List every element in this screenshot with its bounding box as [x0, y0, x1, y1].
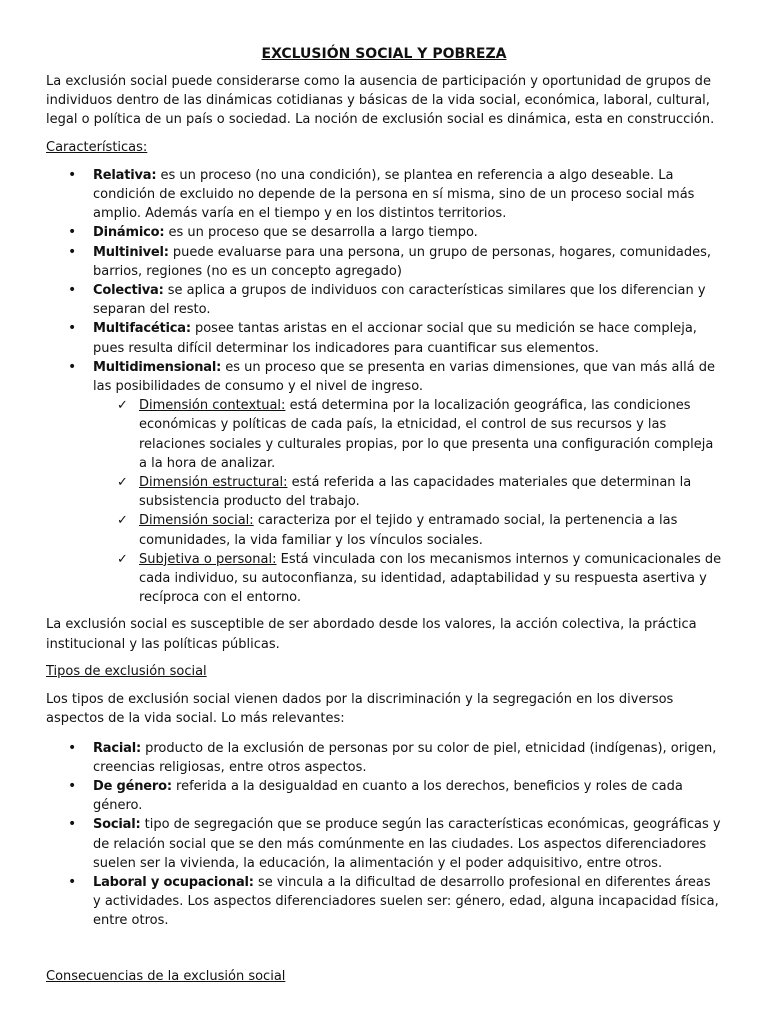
abordaje-paragraph: La exclusión social es susceptible de ser abordado desde los valores, la acción colectiva, la práctica institucional y las políticas públicas. — [46, 617, 697, 652]
term: Dimensión estructural: — [139, 475, 288, 491]
list-item — [46, 358, 722, 608]
term: Relativa: — [93, 167, 157, 183]
definition: está determina por la localización geográfica, las condiciones económicas y políticas de cada país, la etnicidad, el control de sus recursos y las relaciones sociales y culturales propias, por lo que presenta una configuración compleja a la hora de analizar. — [139, 398, 714, 471]
tipos-list — [46, 739, 722, 931]
tipos-heading: Tipos de exclusión social — [46, 663, 207, 679]
list-item — [93, 550, 722, 608]
term: Multinivel: — [93, 244, 169, 260]
intro-paragraph: La exclusión social puede considerarse como la ausencia de participación y oportunidad de grupos de individuos dentro de las dinámicas cotidianas y básicas de la vida social, económica, laboral, cultural, legal o política de un país o sociedad. La noción de exclusión social es dinámica, esta en construcción. — [46, 74, 715, 128]
list-item — [46, 243, 722, 281]
term: Colectiva: — [93, 283, 164, 299]
term: Subjetiva o personal: — [139, 551, 277, 567]
definition: es un proceso que se presenta en varias dimensiones, que van más allá de las posibilidades de consumo y el nivel de ingreso. — [93, 359, 716, 395]
term: Dimensión social: — [139, 513, 254, 529]
list-item — [46, 319, 722, 357]
list-item — [46, 223, 722, 242]
list-item — [46, 739, 722, 777]
checkmark-icon: ✓ — [117, 513, 128, 529]
term: Social: — [93, 817, 141, 833]
caracteristicas-heading: Características: — [46, 139, 148, 155]
term: Multifacética: — [93, 321, 191, 337]
list-item — [46, 281, 722, 319]
tipos-intro: Los tipos de exclusión social vienen dados por la discriminación y la segregación en los diversos aspectos de la vida social. Lo más relevantes: — [46, 692, 674, 727]
checkmark-icon: ✓ — [117, 551, 128, 567]
list-item — [46, 166, 722, 224]
definition: posee tantas aristas en el accionar social que su medición se hace compleja, pues resulta difícil determinar los indicadores para cuantificar sus elementos. — [93, 321, 697, 356]
checkmark-icon: ✓ — [117, 398, 128, 414]
definition: Está vinculada con los mecanismos internos y comunicacionales de cada individuo, su autoconfianza, su identidad, adaptabilidad y su respuesta asertiva y recíproca con el entorno. — [139, 551, 722, 606]
list-item — [93, 473, 722, 511]
term: De género: — [93, 778, 172, 794]
document-title: EXCLUSIÓN SOCIAL Y POBREZA — [261, 46, 507, 62]
term: Dimensión contextual: — [139, 398, 286, 414]
term: Multidimensional: — [93, 359, 222, 375]
list-item — [93, 511, 722, 549]
term: Dinámico: — [93, 225, 165, 241]
list-item — [46, 815, 722, 873]
list-item — [46, 873, 722, 931]
list-item — [46, 777, 722, 815]
checkmark-icon: ✓ — [117, 475, 128, 491]
definition: caracteriza por el tejido y entramado social, la pertenencia a las comunidades, la vida familiar y los vínculos sociales. — [139, 513, 678, 548]
term: Laboral y ocupacional: — [93, 874, 254, 890]
list-item — [93, 396, 722, 473]
definition: es un proceso (no una condición), se plantea en referencia a algo deseable. La condición de excluido no depende de la persona en sí misma, sino de un proceso social más amplio. Además varía en el tiempo y en los distintos territorios. — [93, 167, 695, 222]
definition: se aplica a grupos de individuos con características similares que los diferencian y separan del resto. — [93, 283, 706, 318]
definition: tipo de segregación que se produce según las características económicas, geográficas y de relación social que se den más comúnmente en las ciudades. Los aspectos diferenciadores suelen ser la vivienda, la educación, la alimentación y el poder adquisitivo, entre otros. — [93, 817, 721, 871]
definition: producto de la exclusión de personas por su color de piel, etnicidad (indígenas), origen, creencias religiosas, entre otros aspectos. — [93, 740, 717, 775]
definition: puede evaluarse para una persona, un grupo de personas, hogares, comunidades, barrios, regiones (no es un concepto agregado) — [93, 244, 712, 279]
caracteristicas-list — [46, 166, 722, 608]
dimensiones-list — [93, 396, 722, 607]
definition: está referida a las capacidades materiales que determinan la subsistencia producto del trabajo. — [139, 475, 692, 510]
term: Racial: — [93, 740, 141, 756]
definition: es un proceso que se desarrolla a largo tiempo. — [164, 225, 478, 241]
consecuencias-heading: Consecuencias de la exclusión social — [46, 968, 286, 984]
definition: se vincula a la dificultad de desarrollo profesional en diferentes áreas y actividades. Los aspectos diferenciadores suelen ser: género, edad, alguna incapacidad física, entre otros. — [93, 874, 719, 929]
definition: referida a la desigualdad en cuanto a los derechos, beneficios y roles de cada género. — [93, 778, 683, 814]
